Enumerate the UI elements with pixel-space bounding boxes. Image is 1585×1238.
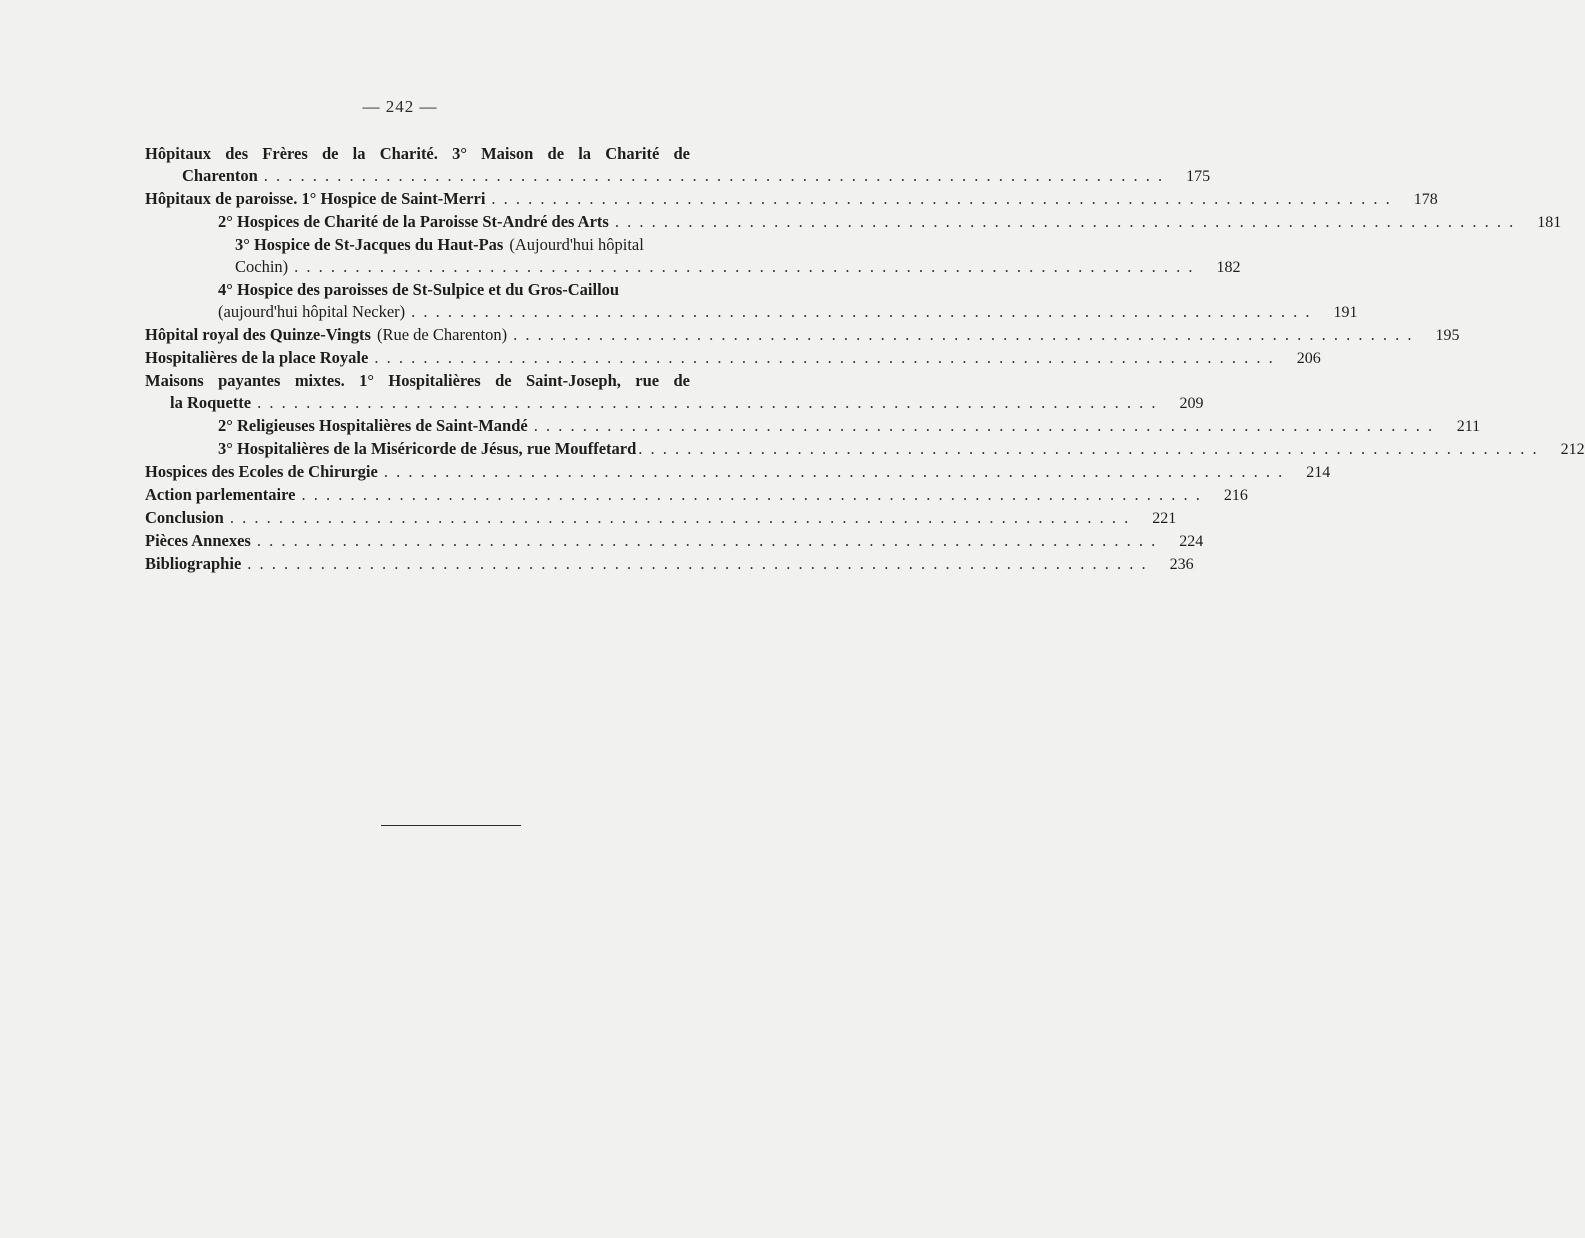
toc-entry-title: Hôpitaux de paroisse. 1° Hospice de Saint-Merri [145, 189, 486, 208]
toc-entry-title-note: (Aujourd'hui hôpital [509, 235, 644, 254]
dot-leader [257, 530, 1157, 552]
toc-entry-page: 181 [1537, 214, 1562, 231]
toc-entry [145, 530, 1204, 553]
toc-entry [145, 553, 1194, 576]
toc-entry [145, 415, 1481, 438]
toc-entry-title: Bibliographie [145, 554, 242, 573]
dot-leader [257, 392, 1157, 414]
toc-entry-page: 209 [1179, 395, 1204, 412]
toc-entry-title: Pièces Annexes [145, 531, 251, 550]
toc-entry-title-continued: Cochin) [235, 257, 289, 276]
dot-leader [264, 165, 1164, 187]
toc-entry [145, 461, 1331, 484]
table-of-contents [145, 143, 1585, 576]
dot-leader [384, 461, 1284, 483]
dot-leader [230, 507, 1130, 529]
toc-entry-title: Hospitalières de la place Royale [145, 348, 369, 367]
toc-entry [145, 234, 1241, 279]
toc-entry-page: 211 [1456, 418, 1481, 435]
toc-entry [145, 507, 1177, 530]
toc-entry-page: 236 [1169, 556, 1194, 573]
toc-entry-page: 214 [1306, 464, 1331, 481]
dot-leader [513, 324, 1413, 346]
toc-entry-title: 2° Hospices de Charité de la Paroisse St-André des Arts [218, 212, 609, 231]
toc-entry-page: 175 [1186, 168, 1211, 185]
toc-entry [145, 279, 1358, 324]
dot-leader [411, 301, 1311, 323]
dot-leader [301, 484, 1201, 506]
toc-entry-title: Hospices des Ecoles de Chirurgie [145, 462, 378, 481]
toc-entry-title: Maisons payantes mixtes. 1° Hospitalières de Saint-Joseph, rue de [145, 371, 690, 390]
toc-entry-page: 224 [1179, 533, 1204, 550]
toc-entry [145, 438, 1585, 461]
toc-entry [145, 347, 1321, 370]
dot-leader [534, 415, 1434, 437]
toc-entry [145, 484, 1248, 507]
toc-entry-page: 216 [1223, 487, 1248, 504]
toc-entry [145, 370, 1204, 415]
toc-entry-page: 212 [1560, 441, 1585, 458]
toc-entry [145, 188, 1438, 211]
dot-leader [374, 347, 1274, 369]
dot-leader [491, 188, 1391, 210]
toc-entry-page: 182 [1216, 259, 1241, 276]
toc-entry-title: 3° Hospice de St-Jacques du Haut-Pas [235, 235, 504, 254]
toc-entry-title-continued: (aujourd'hui hôpital Necker) [218, 302, 406, 321]
toc-entry-title: Hôpitaux des Frères de la Charité. 3° Maison de la Charité de [145, 144, 690, 163]
dot-leader [615, 211, 1515, 233]
toc-entry [145, 324, 1460, 347]
section-divider [381, 825, 521, 826]
page-number: — 242 — [362, 97, 438, 116]
toc-entry-page: 178 [1413, 191, 1438, 208]
toc-entry-title: 2° Religieuses Hospitalières de Saint-Mandé [218, 416, 528, 435]
toc-entry-title: 3° Hospitalières de la Miséricorde de Jésus, rue Mouffetard [218, 439, 637, 458]
toc-entry-title: Action parlementaire [145, 485, 296, 504]
toc-entry-title-continued: la Roquette [170, 393, 252, 412]
dot-leader [294, 256, 1194, 278]
toc-entry-page: 191 [1333, 304, 1358, 321]
toc-entry-page: 206 [1296, 350, 1321, 367]
dot-leader [638, 438, 1538, 460]
dot-leader [247, 553, 1147, 575]
toc-entry-title: Conclusion [145, 508, 224, 527]
toc-entry-title-note: (Rue de Charenton) [376, 325, 508, 344]
toc-entry-title: Hôpital royal des Quinze-Vingts [145, 325, 371, 344]
toc-entry-page: 195 [1435, 327, 1460, 344]
toc-entry-title: 4° Hospice des paroisses de St-Sulpice et du Gros-Caillou [218, 280, 620, 299]
toc-entry [145, 211, 1562, 234]
toc-entry [145, 143, 1211, 188]
toc-entry-title-continued: Charenton [182, 166, 258, 185]
toc-entry-page: 221 [1152, 510, 1177, 527]
